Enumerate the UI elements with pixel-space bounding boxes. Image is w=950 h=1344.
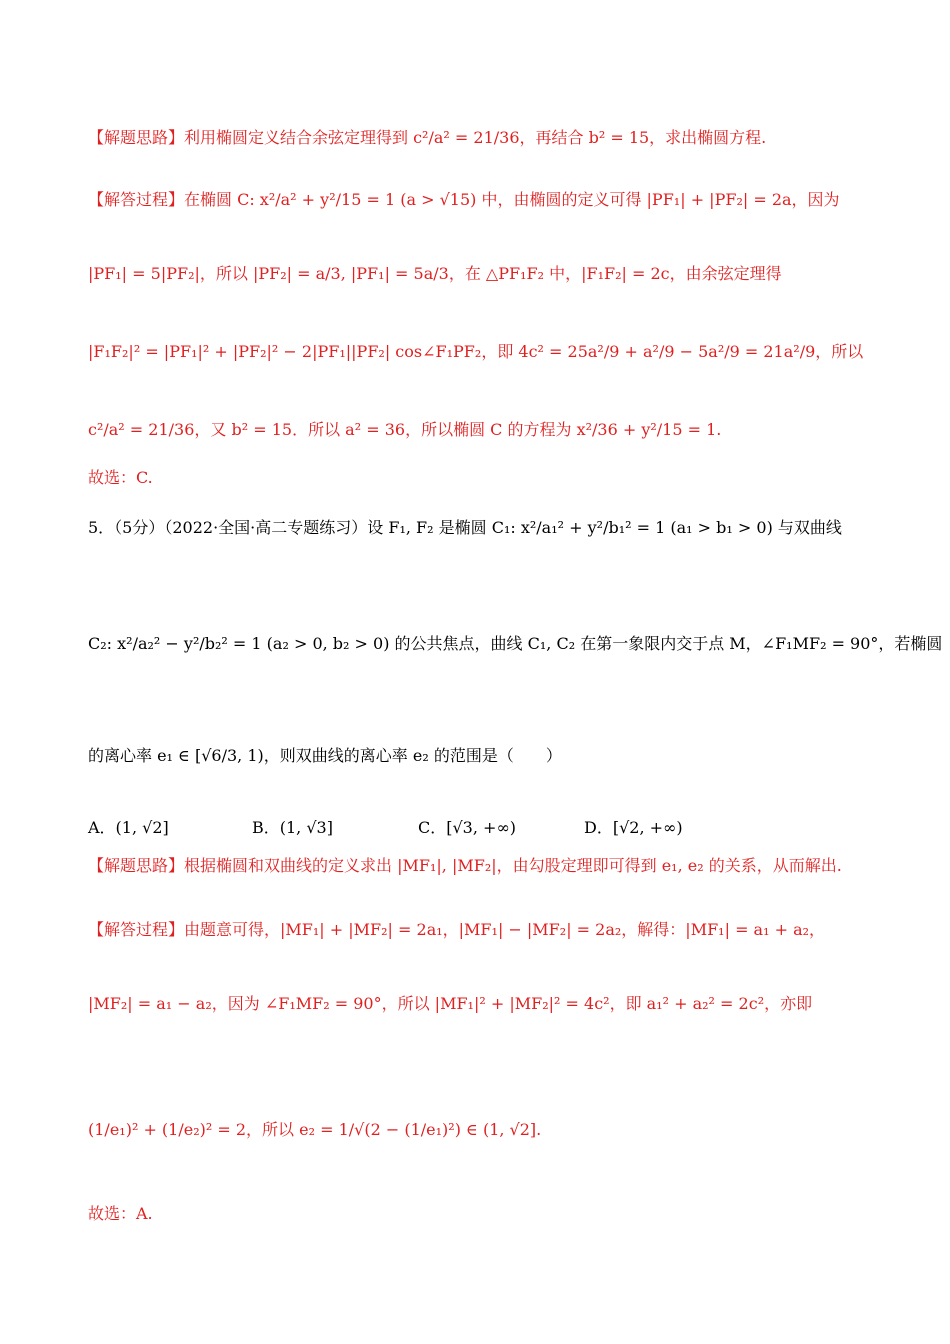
- option-c: C．[√3, +∞): [418, 818, 517, 837]
- solution-process-q5-line1: 【解答过程】由题意可得，|MF₁| + |MF₂| = 2a₁，|MF₁| − |MF₂| = 2a₂，解得：|MF₁| = a₁ + a₂，: [88, 920, 826, 939]
- solution-process-q4-line1: 【解答过程】在椭圆 C: x²/a² + y²/15 = 1 (a > √15) 中，由椭圆的定义可得 |PF₁| + |PF₂| = 2a，因为: [88, 190, 840, 209]
- solution-process-q5-line3: (1/e₁)² + (1/e₂)² = 2，所以 e₂ = 1/√(2 − (1/e₁)²) ∈ (1, √2].: [88, 1120, 542, 1139]
- question-5-stem-line1: 5．（5分）（2022·全国·高二专题练习）设 F₁, F₂ 是椭圆 C₁: x²/a₁² + y²/b₁² = 1 (a₁ > b₁ > 0) 与双曲线: [88, 518, 842, 537]
- solution-process-q4-line3: |F₁F₂|² = |PF₁|² + |PF₂|² − 2|PF₁||PF₂| cos∠F₁PF₂，即 4c² = 25a²/9 + a²/9 − 5a²/9 = 21a²/9，所以: [88, 342, 864, 361]
- question-5-stem-line3: 的离心率 e₁ ∈ [√6/3, 1)，则双曲线的离心率 e₂ 的范围是（ ）: [88, 746, 562, 765]
- solution-process-q4-line2: |PF₁| = 5|PF₂|，所以 |PF₂| = a/3, |PF₁| = 5a/3，在 △PF₁F₂ 中，|F₁F₂| = 2c，由余弦定理得: [88, 264, 782, 283]
- option-a: A．(1, √2]: [88, 818, 169, 837]
- solution-idea-q4: 【解题思路】利用椭圆定义结合余弦定理得到 c²/a² = 21/36，再结合 b² = 15，求出椭圆方程.: [88, 128, 767, 147]
- solution-process-q4-line4: c²/a² = 21/36，又 b² = 15．所以 a² = 36，所以椭圆 C 的方程为 x²/36 + y²/15 = 1.: [88, 420, 722, 439]
- option-d: D．[√2, +∞): [584, 818, 683, 837]
- answer-q5: 故选：A.: [88, 1204, 153, 1223]
- solution-idea-q5: 【解题思路】根据椭圆和双曲线的定义求出 |MF₁|, |MF₂|，由勾股定理即可得到 e₁, e₂ 的关系，从而解出.: [88, 856, 842, 875]
- solution-process-q5-line2: |MF₂| = a₁ − a₂，因为 ∠F₁MF₂ = 90°，所以 |MF₁|² + |MF₂|² = 4c²，即 a₁² + a₂² = 2c²，亦即: [88, 994, 813, 1013]
- answer-q4: 故选：C.: [88, 468, 153, 487]
- question-5-stem-line2: C₂: x²/a₂² − y²/b₂² = 1 (a₂ > 0, b₂ > 0) 的公共焦点，曲线 C₁, C₂ 在第一象限内交于点 M，∠F₁MF₂ = 90°，若椭圆: [88, 634, 943, 653]
- option-b: B．(1, √3]: [252, 818, 333, 837]
